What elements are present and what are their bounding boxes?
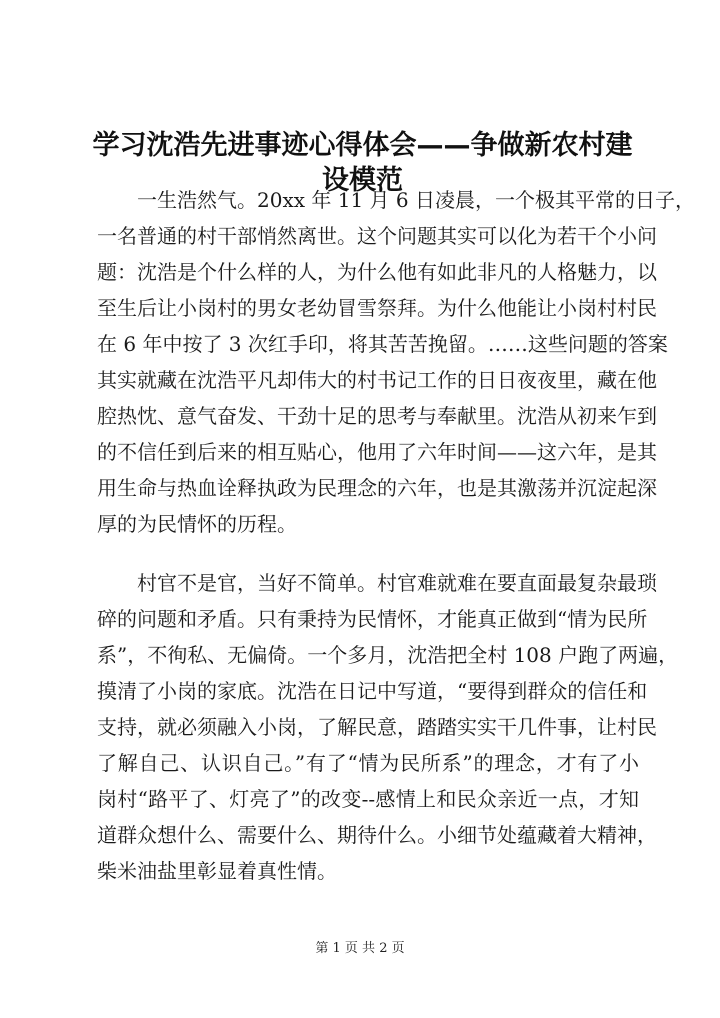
text-line: 柴米油盐里彰显着真性情。 bbox=[97, 859, 337, 883]
text-line: 系”，不徇私、无偏倚。一个多月，沈浩把全村 108 户跑了两遍， bbox=[97, 643, 679, 667]
text-line: 用生命与热血诠释执政为民理念的六年，也是其激荡并沉淀起深 bbox=[97, 476, 657, 500]
text-line: 一名普通的村干部悄然离世。这个问题其实可以化为若干个小问 bbox=[97, 224, 657, 248]
text-line: 道群众想什么、需要什么、期待什么。小细节处蕴藏着大精神， bbox=[97, 823, 657, 847]
text-line: 至生后让小岗村的男女老幼冒雪祭拜。为什么他能让小岗村村民 bbox=[97, 296, 657, 320]
text-line: 村官不是官，当好不简单。村官难就难在要直面最复杂最琐 bbox=[137, 571, 657, 595]
paragraph bbox=[97, 565, 679, 889]
page-footer: 第 1 页 共 2 页 bbox=[315, 941, 405, 956]
text-line: 其实就藏在沈浩平凡却伟大的村书记工作的日日夜夜里，藏在他 bbox=[97, 368, 657, 392]
text-line: 题：沈浩是个什么样的人，为什么他有如此非凡的人格魅力，以 bbox=[97, 260, 657, 284]
text-line: 了解自己、认识自己。”有了“情为民所系”的理念，才有了小 bbox=[97, 751, 639, 775]
text-line: 碎的问题和矛盾。只有秉持为民情怀，才能真正做到“情为民所 bbox=[97, 607, 648, 631]
text-line: 在 6 年中按了 3 次红手印，将其苦苦挽留。……这些问题的答案 bbox=[97, 332, 668, 356]
document-body bbox=[97, 182, 695, 912]
text-line: 厚的为民情怀的历程。 bbox=[97, 512, 297, 536]
text-line: 摸清了小岗的家底。沈浩在日记中写道，“要得到群众的信任和 bbox=[97, 679, 648, 703]
title-line-1: 学习沈浩先进事迹心得体会——争做新农村建 bbox=[92, 130, 633, 161]
title-line-2: 设模范 bbox=[322, 165, 403, 196]
text-line: 支持，就必须融入小岗，了解民意，踏踏实实干几件事，让村民 bbox=[97, 715, 657, 739]
text-line: 的不信任到后来的相互贴心，他用了六年时间——这六年，是其 bbox=[97, 440, 657, 464]
text-line: 岗村“路平了、灯亮了”的改变--感情上和民众亲近一点，才知 bbox=[97, 787, 639, 811]
text-line: 腔热忱、意气奋发、干劲十足的思考与奉献里。沈浩从初来乍到 bbox=[97, 404, 657, 428]
text-line: 一生浩然气。20xx 年 11 月 6 日凌晨，一个极其平常的日子， bbox=[137, 188, 695, 212]
paragraph bbox=[97, 182, 695, 542]
